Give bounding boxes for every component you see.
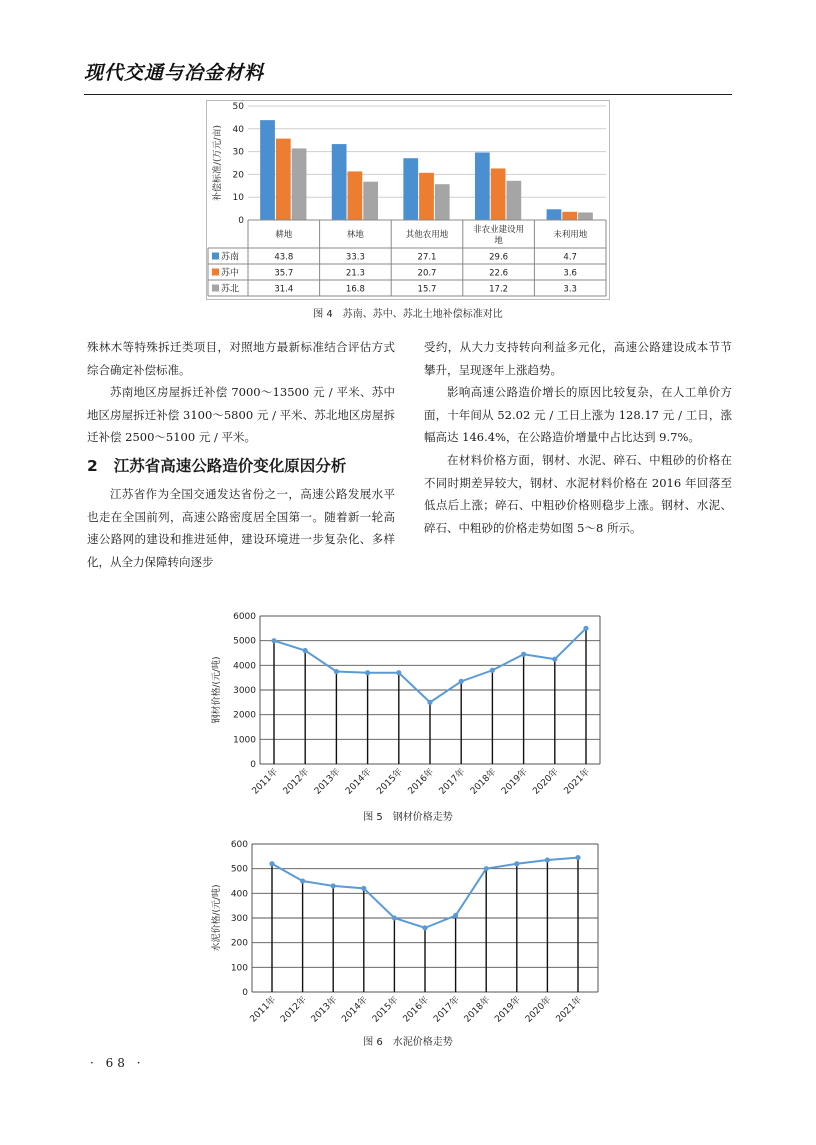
cement-price-chart bbox=[206, 836, 610, 1028]
right-paragraph-2: 影响高速公路造价增长的原因比较复杂，在人工单价方面，十年间从 52.02 元 / 工日上涨为 128.17 元 / 工日，涨幅高达 146.4%，在公路造价增量中占比达到 9.7%。 bbox=[424, 385, 732, 445]
data-point bbox=[575, 855, 580, 860]
figure-6-caption: 图 6 水泥价格走势 bbox=[363, 1037, 453, 1048]
y-tick-label: 400 bbox=[230, 889, 248, 900]
data-point bbox=[583, 626, 588, 631]
x-tick-label: 2018年 bbox=[462, 995, 493, 1025]
x-tick-label: 2021年 bbox=[554, 995, 585, 1025]
left-column bbox=[87, 336, 395, 573]
y-tick-label: 30 bbox=[232, 147, 244, 158]
bar bbox=[419, 173, 434, 220]
section-number: 2 bbox=[87, 456, 98, 475]
y-tick-label: 600 bbox=[230, 840, 248, 850]
x-tick-label: 2019年 bbox=[500, 767, 530, 797]
x-tick-label: 2021年 bbox=[562, 767, 593, 797]
bar bbox=[547, 209, 562, 220]
x-tick-label: 2011年 bbox=[248, 995, 279, 1025]
section-heading bbox=[87, 454, 395, 478]
data-point bbox=[459, 679, 464, 684]
data-point bbox=[303, 648, 308, 653]
y-tick-label: 10 bbox=[232, 193, 244, 204]
x-tick-label: 2019年 bbox=[493, 995, 523, 1025]
table-value: 20.7 bbox=[417, 268, 437, 279]
x-tick-label: 2020年 bbox=[523, 995, 554, 1025]
legend-label: 苏中 bbox=[221, 268, 240, 279]
y-tick-label: 4000 bbox=[233, 661, 256, 672]
y-tick-label: 6000 bbox=[233, 612, 256, 622]
data-point bbox=[269, 861, 274, 866]
y-tick-label: 300 bbox=[230, 914, 248, 924]
bar bbox=[491, 168, 506, 220]
figure-5-caption: 图 5 钢材价格走势 bbox=[363, 812, 453, 823]
data-point bbox=[300, 878, 305, 883]
y-tick-label: 500 bbox=[230, 864, 248, 875]
x-tick-label: 2012年 bbox=[279, 995, 309, 1025]
table-value: 16.8 bbox=[345, 284, 365, 295]
data-point bbox=[422, 925, 427, 930]
x-tick-label: 2020年 bbox=[531, 767, 561, 797]
left-paragraph-2: 苏南地区房屋拆迁补偿 7000～13500 元 / 平米、苏中地区房屋拆迁补偿 3100～5800 元 / 平米、苏北地区房屋拆迁补偿 2500～5100 元 / 平米。 bbox=[87, 385, 395, 445]
x-tick-label: 2017年 bbox=[432, 995, 462, 1025]
legend-label: 苏北 bbox=[221, 284, 240, 295]
data-point bbox=[427, 700, 432, 705]
bar bbox=[292, 148, 307, 220]
x-tick-label: 2013年 bbox=[312, 767, 343, 797]
x-tick-label: 2016年 bbox=[406, 767, 437, 797]
data-point bbox=[396, 670, 401, 675]
data-point bbox=[514, 861, 519, 866]
section-title: 江苏省高速公路造价变化原因分析 bbox=[113, 456, 347, 475]
bar bbox=[562, 212, 577, 220]
land-compensation-chart bbox=[206, 100, 610, 300]
figure-4-caption: 图 4 苏南、苏中、苏北土地补偿标准对比 bbox=[313, 309, 503, 320]
x-tick-label: 2014年 bbox=[344, 767, 374, 797]
y-tick-label: 40 bbox=[232, 124, 244, 135]
y-tick-label: 50 bbox=[232, 102, 244, 112]
left-paragraph-1: 殊林木等特殊拆迁类项目，对照地方最新标准结合评估方式综合确定补偿标准。 bbox=[87, 340, 395, 377]
y-tick-label: 1000 bbox=[233, 735, 256, 746]
legend-swatch bbox=[212, 285, 219, 292]
page-number: · 68 · bbox=[90, 1056, 145, 1070]
data-point bbox=[271, 638, 276, 643]
bar bbox=[363, 182, 378, 220]
bar bbox=[332, 144, 347, 220]
table-value: 21.3 bbox=[345, 268, 365, 279]
bar bbox=[276, 139, 291, 220]
y-tick-label: 200 bbox=[230, 938, 248, 949]
data-point bbox=[545, 857, 550, 862]
legend-label: 苏南 bbox=[221, 252, 240, 263]
category-label: 非农业建设用 bbox=[473, 225, 525, 235]
bar bbox=[506, 181, 521, 220]
y-tick-label: 2000 bbox=[233, 710, 256, 721]
bar bbox=[578, 212, 593, 220]
data-point bbox=[334, 669, 339, 674]
bar bbox=[348, 171, 363, 220]
table-value: 4.7 bbox=[563, 252, 577, 263]
legend-swatch bbox=[212, 253, 219, 260]
y-axis-label: 水泥价格/(元/吨) bbox=[212, 884, 222, 952]
y-tick-label: 20 bbox=[232, 170, 244, 181]
data-point bbox=[331, 883, 336, 888]
y-axis-label: 补偿标准/(万元/亩) bbox=[213, 124, 223, 202]
x-tick-label: 2013年 bbox=[309, 995, 340, 1025]
category-label: 林地 bbox=[346, 230, 364, 240]
x-tick-label: 2018年 bbox=[468, 767, 499, 797]
x-tick-label: 2017年 bbox=[437, 767, 468, 797]
table-value: 29.6 bbox=[489, 252, 509, 263]
data-point bbox=[552, 657, 557, 662]
category-label: 耕地 bbox=[275, 230, 293, 240]
data-point bbox=[521, 652, 526, 657]
steel-price-chart bbox=[206, 608, 610, 804]
y-tick-label: 3000 bbox=[233, 686, 256, 696]
bar bbox=[260, 120, 275, 220]
table-value: 27.1 bbox=[417, 252, 437, 263]
category-label: 其他农用地 bbox=[405, 230, 449, 240]
table-value: 33.3 bbox=[345, 252, 365, 263]
right-paragraph-1: 受约，从大力支持转向利益多元化，高速公路建设成本节节攀升，呈现逐年上涨趋势。 bbox=[424, 340, 732, 377]
series-line bbox=[272, 858, 578, 928]
category-label: 地 bbox=[494, 236, 503, 246]
data-point bbox=[392, 915, 397, 920]
table-value: 3.6 bbox=[563, 268, 577, 279]
table-value: 17.2 bbox=[489, 284, 509, 295]
y-tick-label: 0 bbox=[242, 988, 248, 998]
table-value: 43.8 bbox=[274, 252, 294, 263]
y-tick-label: 5000 bbox=[233, 636, 256, 647]
legend-swatch bbox=[212, 269, 219, 276]
data-point bbox=[484, 866, 489, 871]
data-point bbox=[365, 670, 370, 675]
y-tick-label: 100 bbox=[230, 963, 248, 974]
data-point bbox=[361, 886, 366, 891]
x-tick-label: 2012年 bbox=[281, 767, 312, 797]
left-paragraph-3: 江苏省作为全国交通发达省份之一，高速公路发展水平也走在全国前列，高速公路密度居全国第一。随着新一轮高速公路网的建设和推进延伸，建设环境进一步复杂化、多样化，从全力保障转向逐步 bbox=[87, 486, 395, 569]
y-axis-label: 钢材价格/(元/吨) bbox=[212, 656, 222, 724]
x-tick-label: 2014年 bbox=[340, 995, 370, 1025]
x-tick-label: 2015年 bbox=[375, 767, 405, 797]
table-value: 35.7 bbox=[274, 268, 294, 279]
table-value: 22.6 bbox=[489, 268, 509, 279]
y-tick-label: 0 bbox=[250, 760, 256, 770]
bar bbox=[475, 153, 490, 220]
table-value: 31.4 bbox=[274, 284, 294, 295]
category-label: 未利用地 bbox=[553, 230, 588, 240]
x-tick-label: 2015年 bbox=[370, 995, 401, 1025]
data-point bbox=[453, 913, 458, 918]
bar bbox=[435, 184, 450, 220]
y-tick-label: 0 bbox=[238, 216, 244, 226]
x-tick-label: 2011年 bbox=[250, 767, 281, 797]
x-tick-label: 2016年 bbox=[401, 995, 432, 1025]
data-point bbox=[490, 668, 495, 673]
right-column bbox=[424, 336, 732, 539]
table-value: 15.7 bbox=[417, 284, 437, 295]
bar bbox=[403, 158, 418, 220]
header-rule bbox=[84, 94, 732, 95]
journal-title: 现代交通与冶金材料 bbox=[84, 62, 265, 84]
table-value: 3.3 bbox=[563, 284, 577, 295]
right-paragraph-3: 在材料价格方面，钢材、水泥、碎石、中粗砂的价格在不同时期差异较大，钢材、水泥材料价格在 2016 年回落至低点后上涨；碎石、中粗砂价格则稳步上涨。钢材、水泥、碎石、中粗砂的价格走势如图 5～8 所示。 bbox=[424, 452, 732, 535]
